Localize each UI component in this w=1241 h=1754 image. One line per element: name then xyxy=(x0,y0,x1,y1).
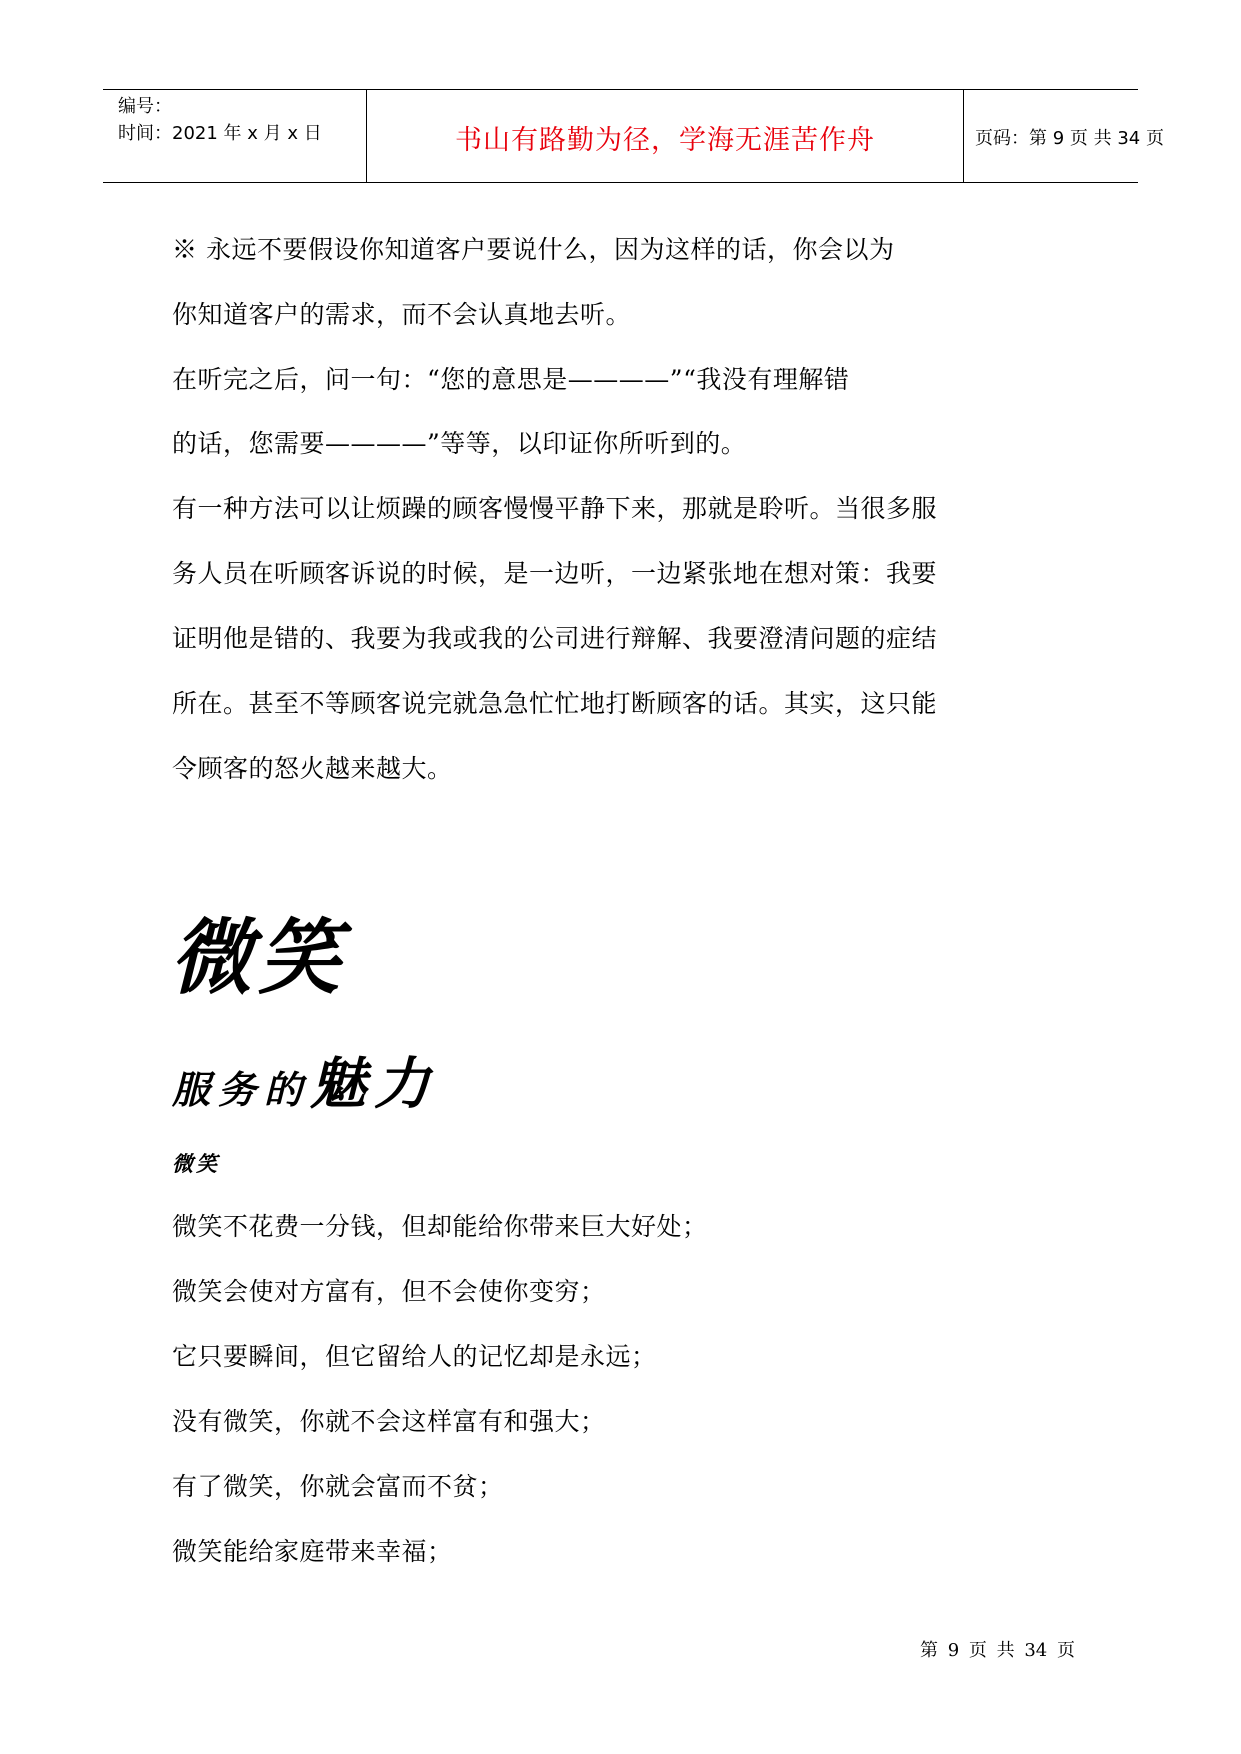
body-line: 在听完之后，问一句：“您的意思是————”“我没有理解错 xyxy=(172,365,850,394)
section-subtitle xyxy=(172,1040,438,1120)
smile-line: 微笑能给家庭带来幸福； xyxy=(172,1537,453,1566)
smile-line: 没有微笑，你就不会这样富有和强大； xyxy=(172,1407,606,1436)
document-number-label: 编号： xyxy=(118,96,172,117)
smile-line: 它只要瞬间，但它留给人的记忆却是永远； xyxy=(172,1342,657,1371)
smile-line: 有了微笑，你就会富而不贫； xyxy=(172,1472,504,1501)
section-title: 微笑 xyxy=(170,910,346,1006)
page-header xyxy=(103,89,1164,183)
smile-line: 微笑会使对方富有，但不会使你变穷； xyxy=(172,1277,606,1306)
page-footer: 第 9 页 共 34 页 xyxy=(920,1640,1075,1661)
subtitle-large-text: 魅力 xyxy=(310,1051,439,1117)
header-motto: 书山有路勤为径，学海无涯苦作舟 xyxy=(455,125,875,156)
header-page-info: 页码：第 9 页 共 34 页 xyxy=(975,128,1164,149)
body-line: 你知道客户的需求，而不会认真地去听。 xyxy=(172,300,632,329)
section-heading: 微笑 xyxy=(172,1151,220,1176)
smile-line: 微笑不花费一分钱，但却能给你带来巨大好处； xyxy=(172,1212,708,1241)
header-motto-cell xyxy=(367,90,964,182)
body-line: 有一种方法可以让烦躁的顾客慢慢平静下来，那就是聆听。当很多服 xyxy=(172,494,938,523)
body-line: 务人员在听顾客诉说的时候，是一边听，一边紧张地在想对策：我要 xyxy=(172,559,938,588)
subtitle-small-text: 服务的 xyxy=(172,1067,311,1112)
document-time-label: 时间：2021 年 x 月 x 日 xyxy=(118,123,322,144)
header-page-cell xyxy=(964,90,1164,182)
body-line: 令顾客的怒火越来越大。 xyxy=(172,754,453,783)
body-line: ※ 永远不要假设你知道客户要说什么，因为这样的话，你会以为 xyxy=(172,235,895,264)
body-line: 的话，您需要————”等等，以印证你所听到的。 xyxy=(172,429,747,458)
header-info-cell xyxy=(103,90,367,182)
body-line: 证明他是错的、我要为我或我的公司进行辩解、我要澄清问题的症结 xyxy=(172,624,938,653)
body-line: 所在。甚至不等顾客说完就急急忙忙地打断顾客的话。其实，这只能 xyxy=(172,689,938,718)
